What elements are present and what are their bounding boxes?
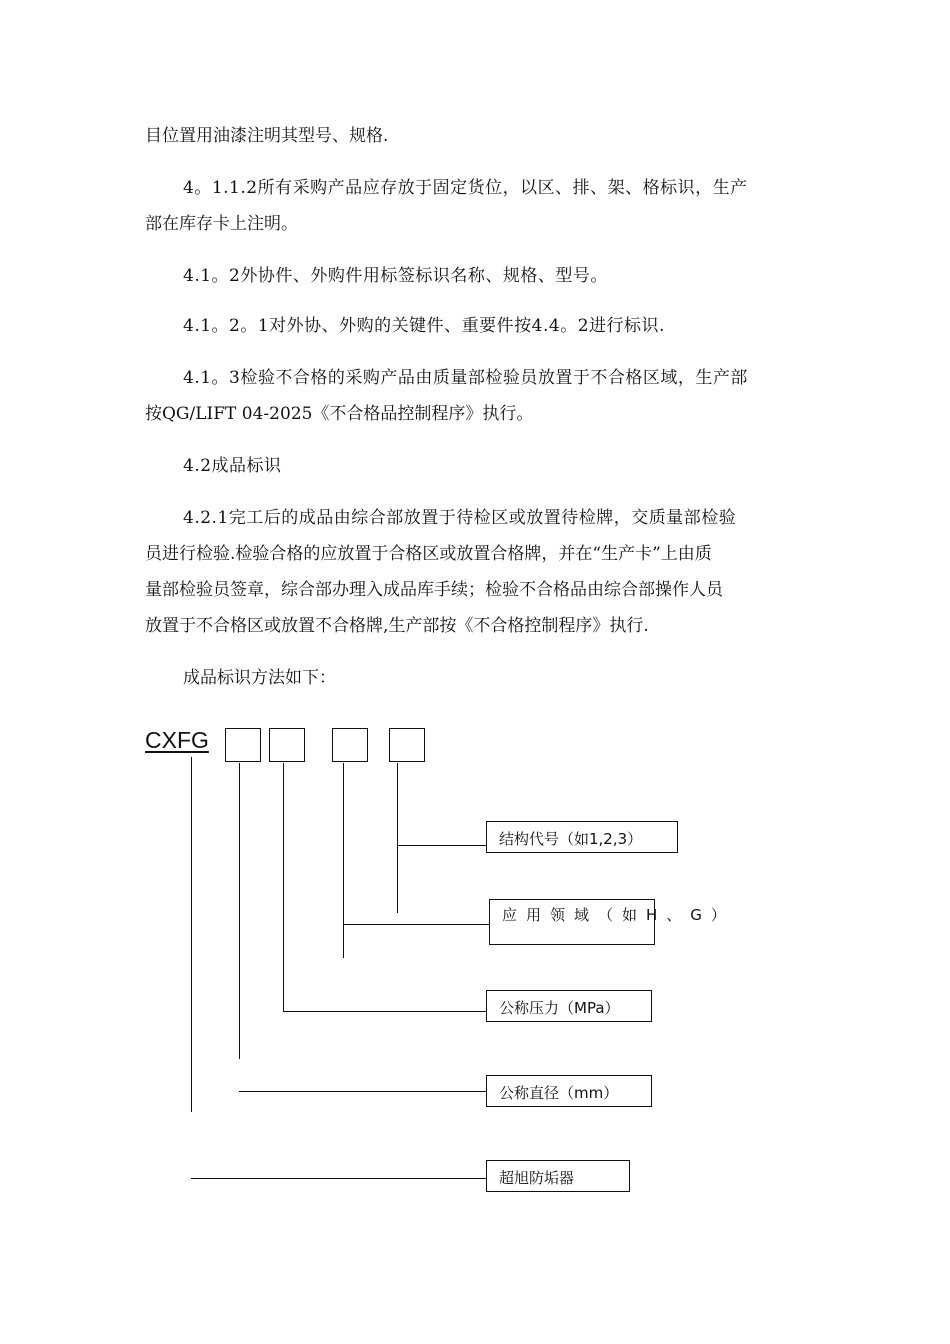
label-structure-code: 结构代号（如1,2,3） <box>486 821 678 853</box>
section-heading: 4.2成品标识 <box>183 456 282 476</box>
code-box-field <box>332 728 368 762</box>
leader-line-structure <box>397 763 398 913</box>
paragraph-line: 成品标识方法如下： <box>183 668 336 688</box>
leader-line-field-h <box>343 924 489 925</box>
code-box-diameter <box>225 728 261 762</box>
leader-line-product <box>191 757 192 1112</box>
paragraph-line: 4.1。2。1对外协、外购的关键件、重要件按4.4。2进行标识. <box>183 316 665 336</box>
leader-line-diameter <box>239 763 240 1059</box>
paragraph-line: 部在库存卡上注明。 <box>145 214 298 234</box>
paragraph-line: 员进行检验.检验合格的应放置于合格区或放置合格牌，并在“生产卡”上由质 <box>145 544 712 564</box>
paragraph-line: 4.1。2外协件、外购件用标签标识名称、规格、型号。 <box>183 266 608 286</box>
paragraph-line: 4。1.1.2所有采购产品应存放于固定货位，以区、排、架、格标识，生产 <box>183 178 748 198</box>
leader-line-field <box>343 763 344 958</box>
label-product-name: 超旭防垢器 <box>486 1160 630 1192</box>
product-code: CXFG <box>145 727 209 753</box>
label-nominal-diameter: 公称直径（mm） <box>486 1075 652 1107</box>
code-box-pressure <box>269 728 305 762</box>
leader-line-structure-h <box>397 845 486 846</box>
paragraph-line: 按QG/LIFT 04-2025《不合格品控制程序》执行。 <box>145 404 534 424</box>
code-box-structure <box>389 728 425 762</box>
label-application-field: 应用领域（如H、G） <box>489 899 655 945</box>
leader-line-pressure <box>283 763 284 1012</box>
leader-line-product-h <box>191 1178 486 1179</box>
paragraph-line: 4.1。3检验不合格的采购产品由质量部检验员放置于不合格区域，生产部 <box>183 368 748 388</box>
paragraph-line: 目位置用油漆注明其型号、规格. <box>145 126 389 146</box>
paragraph-line: 放置于不合格区或放置不合格牌,生产部按《不合格控制程序》执行. <box>145 616 649 636</box>
label-nominal-pressure: 公称压力（MPa） <box>486 990 652 1022</box>
paragraph-line: 量部检验员签章，综合部办理入成品库手续；检验不合格品由综合部操作人员 <box>145 580 723 600</box>
paragraph-line: 4.2.1完工后的成品由综合部放置于待检区或放置待检牌，交质量部检验 <box>183 508 737 528</box>
leader-line-diameter-h <box>239 1091 486 1092</box>
leader-line-pressure-h <box>283 1011 486 1012</box>
